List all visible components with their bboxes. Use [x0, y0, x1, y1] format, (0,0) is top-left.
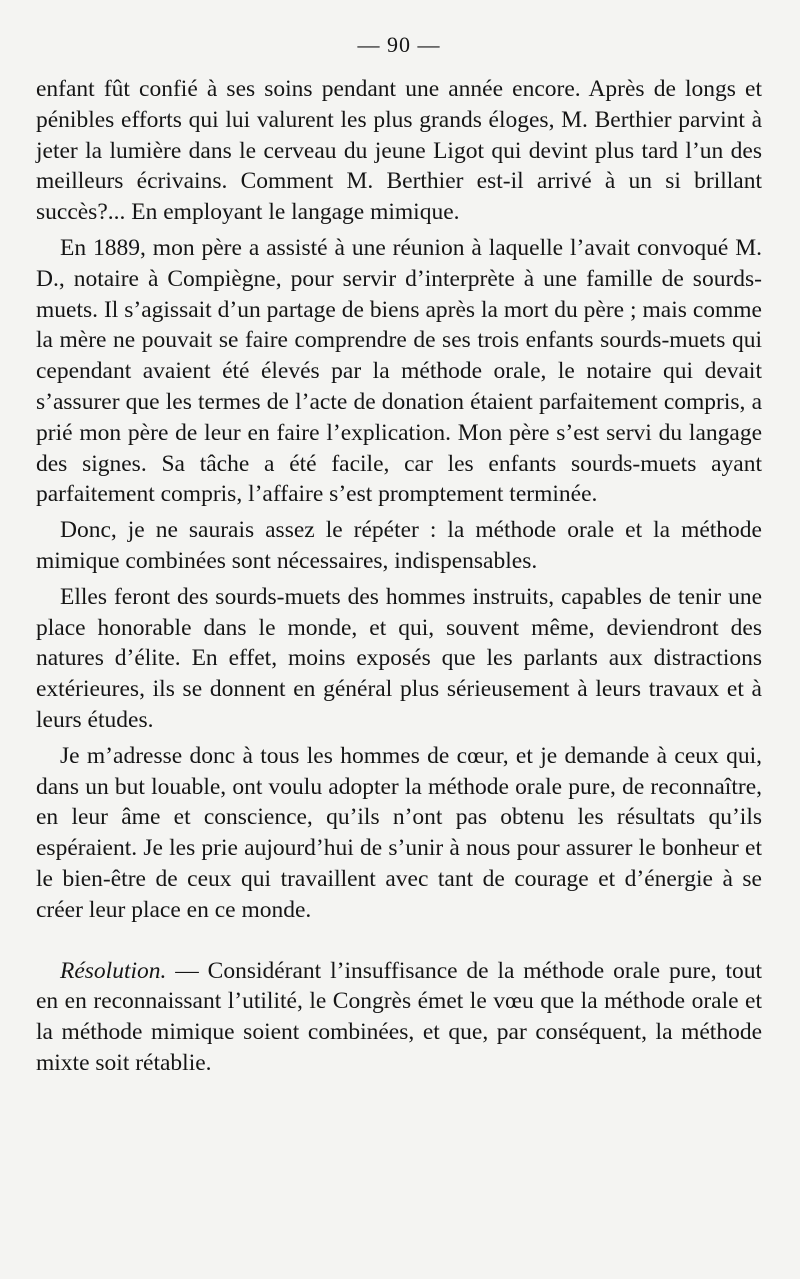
- resolution-label: Résolution.: [60, 957, 167, 984]
- paragraph-5: Je m’adresse donc à tous les hommes de cœur, et je demande à ceux qui, dans un but louable, ont voulu adopter la méthode orale pure, de reconnaître, en leur âme et conscience, qu’ils n’ont pas obtenu les résultats qu’ils espéraient. Je les prie aujourd’hui de s’unir à nous pour assurer le bonheur et le bien-être de ceux qui travaillent avec tant de courage et d’énergie à se créer leur place en ce monde.: [36, 742, 762, 923]
- paragraph-2: En 1889, mon père a assisté à une réunion à laquelle l’avait convoqué M. D., notaire à Compiègne, pour servir d’interprète à une famille de sourds-muets. Il s’agissait d’un partage de biens après la mort du père ; mais comme la mère ne pouvait se faire comprendre de ses trois enfants sourds-muets qui cependant avaient été élevés par la méthode orale, le notaire qui devait s’assurer que les termes de l’acte de donation étaient parfaitement compris, a prié mon père de leur en faire l’explication. Mon père s’est servi du langage des signes. Sa tâche a été facile, car les enfants sourds-muets ayant parfaitement compris, l’affaire s’est promptement terminée.: [36, 234, 762, 508]
- page-number: — 90 —: [357, 32, 441, 57]
- paragraph-3: Donc, je ne saurais assez le répéter : la méthode orale et la méthode mimique combinées sont nécessaires, indispensables.: [36, 517, 762, 574]
- paragraph-1: enfant fût confié à ses soins pendant une année encore. Après de longs et pénibles efforts qui lui valurent les plus grands éloges, M. Berthier parvint à jeter la lumière dans le cerveau du jeune Ligot qui devint plus tard l’un des meilleurs écrivains. Comment M. Berthier est-il arrivé à un si brillant succès?... En employant le langage mimique.: [36, 76, 762, 226]
- paragraph-4: Elles feront des sourds-muets des hommes instruits, capables de tenir une place honorable dans le monde, et qui, souvent même, deviendront des natures d’élite. En effet, moins exposés que les parlants aux distractions extérieures, ils se donnent en général plus sérieusement à leurs travaux et à leurs études.: [36, 583, 762, 733]
- resolution-text: — Considérant l’insuffisance de la méthode orale pure, tout en en reconnaissant l’utilité, le Congrès émet le vœu que la méthode orale et la méthode mimique soient combinées, et que, par conséquent, la méthode mixte soit rétablie.: [36, 957, 762, 1076]
- resolution-paragraph: [36, 956, 762, 1079]
